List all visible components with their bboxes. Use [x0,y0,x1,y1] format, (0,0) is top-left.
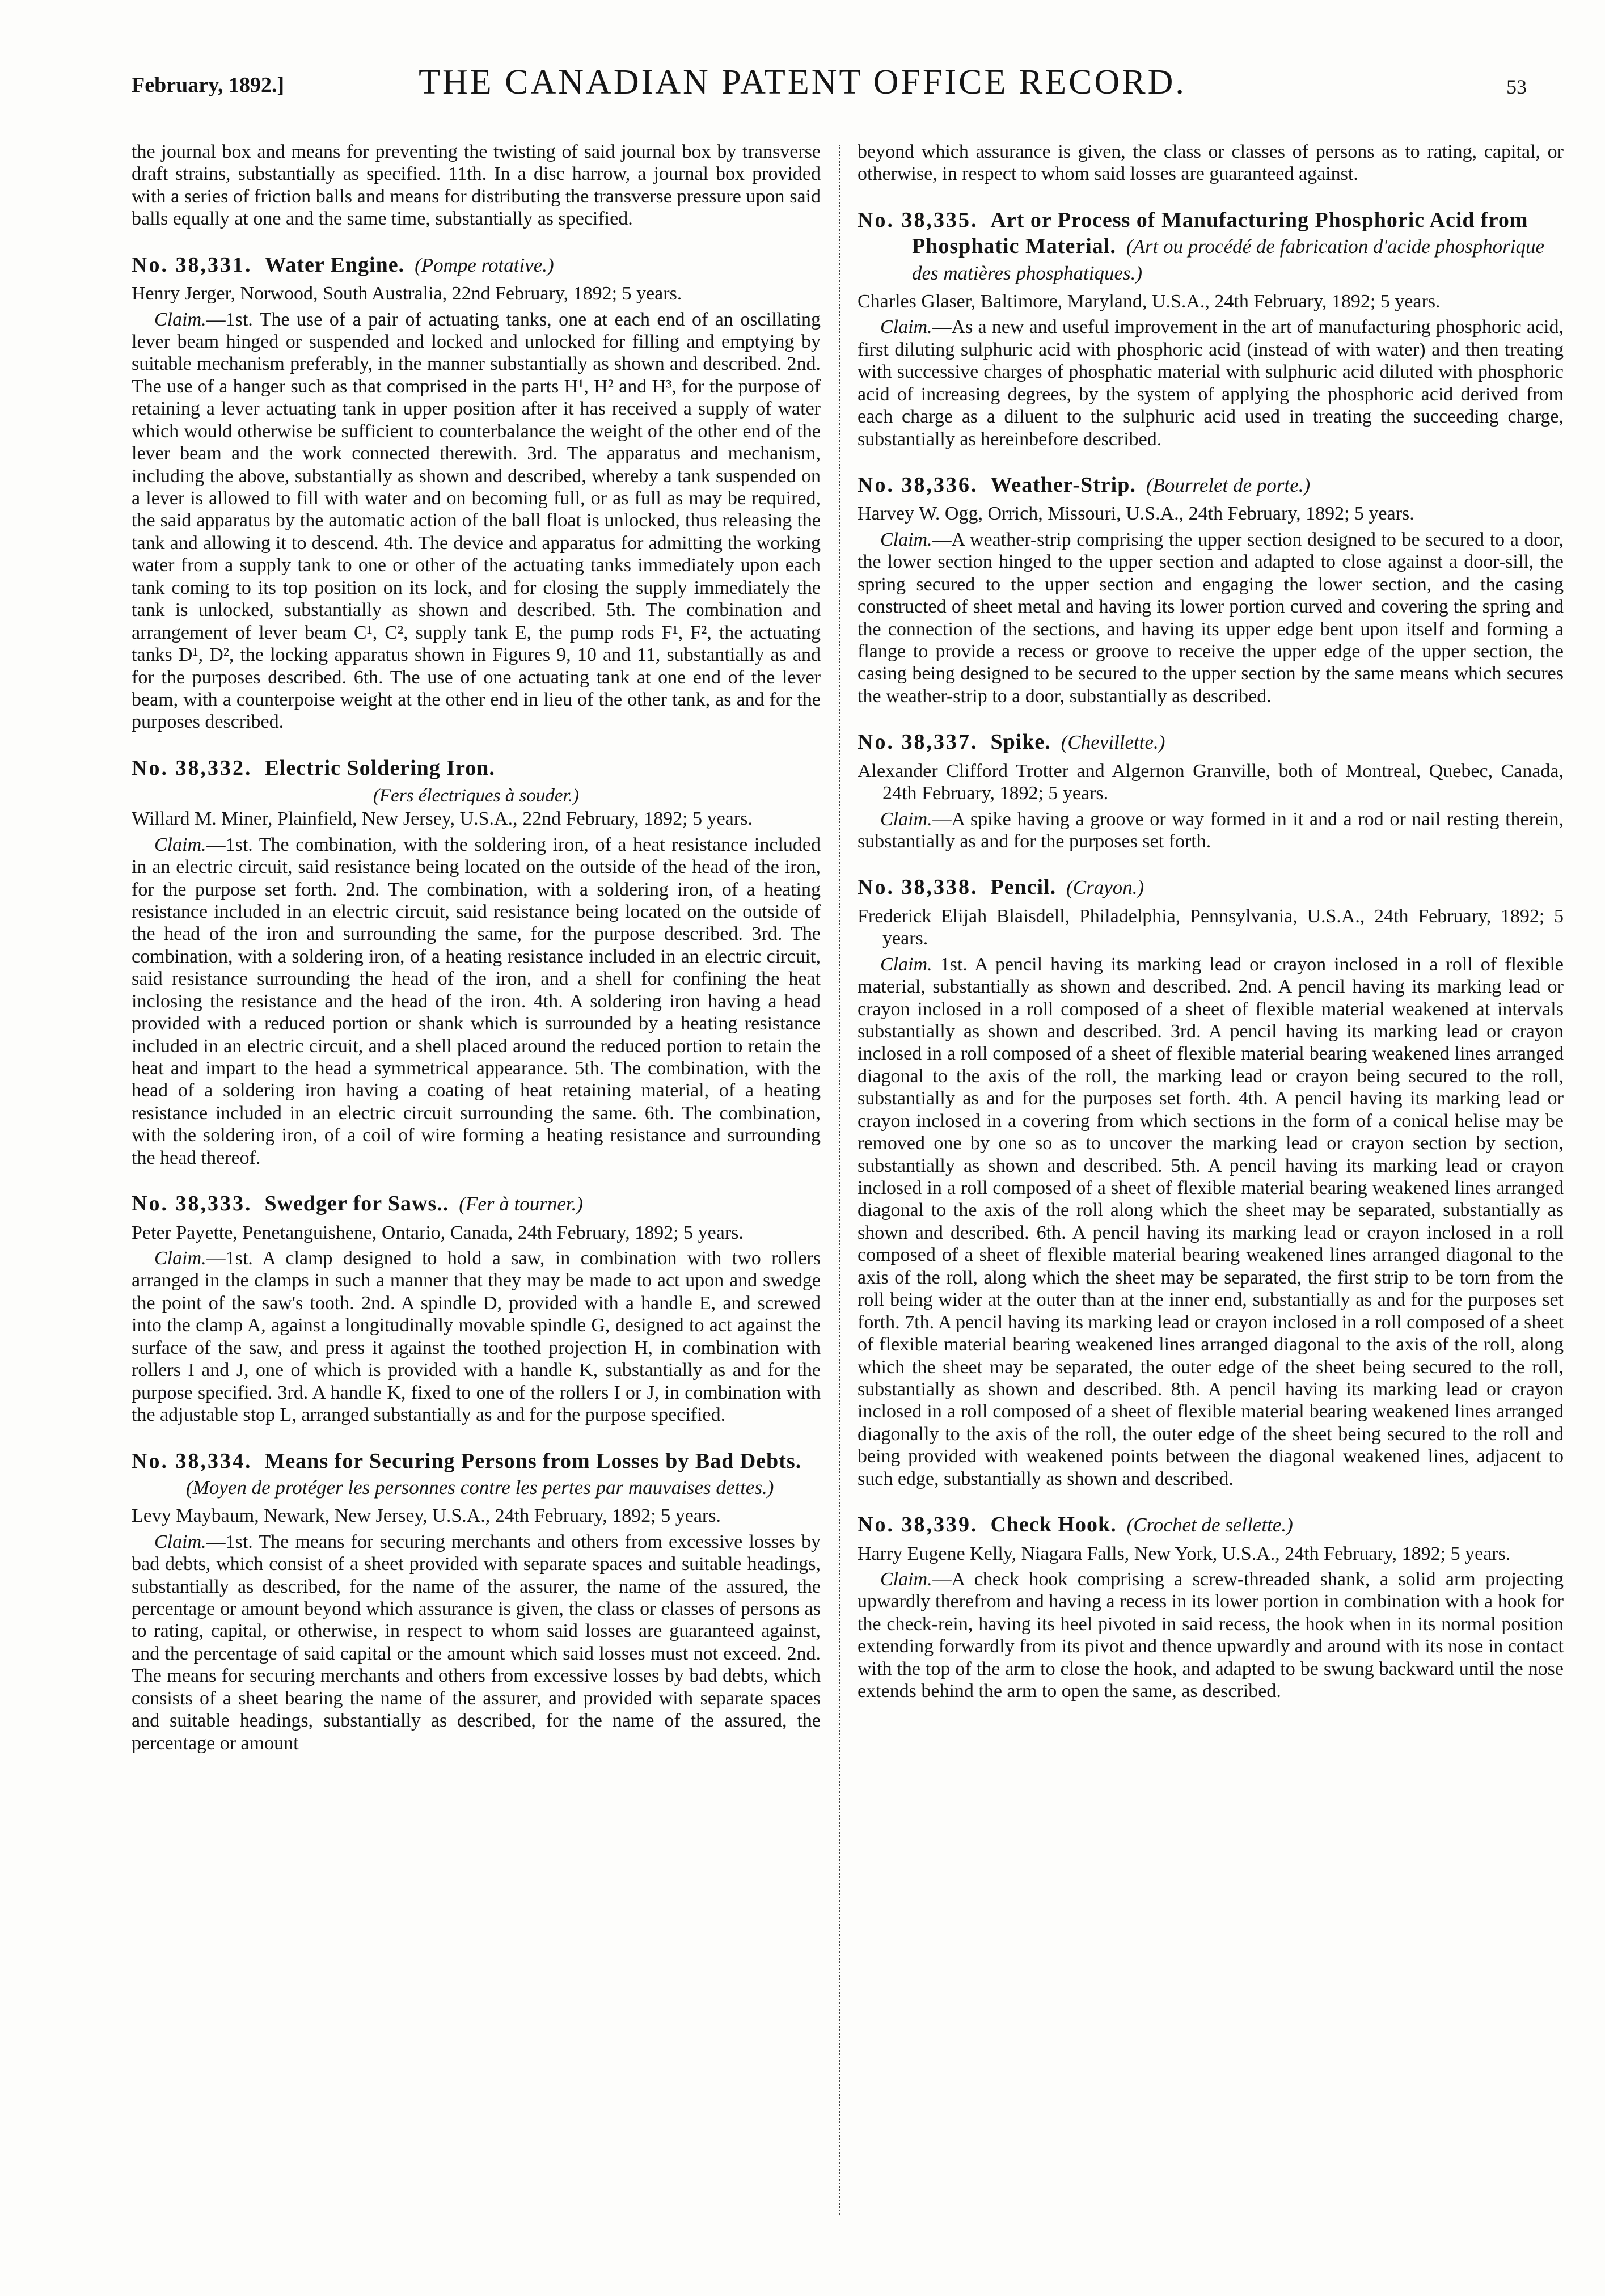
claim-label: Claim. [154,1531,206,1552]
patentee-line: Harvey W. Ogg, Orrich, Missouri, U.S.A., 24th February, 1892; 5 years. [858,503,1414,525]
patent-entry-38332 [132,755,821,1169]
patent-heading [132,252,821,278]
patentee-line: Peter Payette, Penetanguishene, Ontario, Canada, 24th February, 1892; 5 years. [132,1222,744,1243]
claim-paragraph [132,834,821,1170]
column-divider [839,145,840,2215]
claim-paragraph [858,808,1564,853]
claim-text: —1st. The use of a pair of actuating tanks, one at each end of an oscillating lever beam hinged or suspended and locked and unlocked for filling and emptying by suitable mechanism preferably, in the manner substantially as shown and described. 2nd. The use of a hanger such as that comprised in the parts H¹, H² and H³, for the purpose of retaining a lever actuating tank in upper position after it has received a supply of water which would otherwise be sufficient to counterbalance the weight of the other end of the lever beam and the work connected therewith. 3rd. The apparatus and mechanism, including the above, substantially as shown and described, whereby a tank suspended on a lever is allowed to fill with water and on becoming full, or as full as may be required, the said apparatus by the automatic action of the ball float is unlocked, thus releasing the tank and allowing it to descend. 4th. The device and apparatus for admitting the working water from a supply tank to one or other of the actuating tanks immediately upon each tank coming to its top position on its lock, and for closing the supply immediately the tank is unlocked, substantially as shown and described. 5th. The combination and arrangement of lever beam C¹, C², supply tank E, the pump rods F¹, F², the actuating tanks D¹, D², the locking apparatus shown in Figures 9, 10 and 11, substantially as and for the purposes described. 6th. The use of one actuating tank at one end of the lever beam, with a counterpoise weight at the other end in lieu of the other tank, as and for the purposes described. [132,309,821,733]
claim-label: Claim. [880,953,932,975]
claim-label: Claim. [880,1568,932,1590]
claim-paragraph [858,953,1564,1491]
patent-number: No. 38,335. [858,208,978,232]
patentee-line: Henry Jerger, Norwood, South Australia, 22nd February, 1892; 5 years. [132,283,682,305]
claim-text: —A weather-strip comprising the upper section designed to be secured to a door, the lower section hinged to the upper section and adapted to close against a door-sill, the spring secured to the upper section and engaging the lower section, and the casing constructed of sheet metal and having its lower portion curved and covering the spring and the connection of the sections, and having its upper edge bent upon itself and forming a flange to provide a recess or groove to receive the upper edge of the upper section, the casing being designed to be secured to the upper section by the same means which secures the weather-strip to a door, substantially as described. [858,529,1564,707]
patentee-line: Charles Glaser, Baltimore, Maryland, U.S.A., 24th February, 1892; 5 years. [858,290,1441,312]
claim-label: Claim. [154,309,206,330]
patent-number: No. 38,331. [132,252,252,277]
publication-title: THE CANADIAN PATENT OFFICE RECORD. [419,63,1186,102]
claim-text: —A spike having a groove or way formed in it and a rod or nail resting therein, substantially as and for the purposes set forth. [858,808,1564,852]
patent-entry-38333 [132,1191,821,1426]
patent-entry-38335 [858,207,1564,450]
patent-french-title: (Fers électriques à souder.) [373,786,579,807]
issue-date: February, 1892.] [132,73,285,97]
patent-title: Water Engine. [264,252,405,277]
patent-title: Means for Securing Persons from Losses by Bad Debts. [264,1449,802,1473]
patent-number: No. 38,333. [132,1192,252,1216]
patent-title: Check Hook. [990,1513,1117,1537]
claim-paragraph [858,316,1564,450]
patentee-line: Alexander Clifford Trotter and Algernon Granville, both of Montreal, Quebec, Canada, 24th February, 1892; 5 years. [858,760,1564,804]
patent-french-title: (Chevillette.) [1061,731,1165,754]
claim-text: —1st. A clamp designed to hold a saw, in combination with two rollers arranged in the clamps in such a manner that they may be made to act upon and swedge the point of the saw's tooth. 2nd. A spindle D, provided with a handle E, and screwed into the clamp A, against a longitudinally movable spindle G, designed to act against the surface of the saw, and press it against the toothed projection H, in combination with rollers I and J, one of which is provided with a handle K, substantially as and for the purpose specified. 3rd. A handle K, fixed to one of the rollers I or J, in combination with the adjustable stop L, arranged substantially as and for the purpose specified. [132,1248,821,1426]
patentee-line: Levy Maybaum, Newark, New Jersey, U.S.A., 24th February, 1892; 5 years. [132,1505,721,1527]
claim-label: Claim. [880,316,932,338]
patent-entry-38331 [132,252,821,733]
patent-number: No. 38,332. [132,756,252,780]
patent-french-title: (Crochet de sellette.) [1126,1514,1293,1537]
patentee-line: Frederick Elijah Blaisdell, Philadelphia, Pennsylvania, U.S.A., 24th February, 1892; 5 years. [858,905,1564,949]
patent-title: Pencil. [990,875,1057,900]
patent-entry-38338 [858,874,1564,1490]
patent-heading [132,1448,821,1501]
patent-title: Art or Process of Manufacturing Phosphoric Acid from Phosphatic Material. [912,208,1528,259]
patent-entry-38334 [132,1448,821,1755]
patent-title: Spike. [990,730,1051,754]
patent-entry-38336 [858,472,1564,707]
claim-paragraph [132,309,821,733]
patent-number: No. 38,337. [858,730,978,754]
claim-paragraph [858,529,1564,708]
page-header [0,62,1605,130]
claim-text: —A check hook comprising a screw-threaded shank, a solid arm projecting upwardly therefrom and having a recess in its lower portion in combination with a hook for the check-rein, having its heel pivoted in said recess, the hook when in its normal position extending forwardly from its pivot and thence upwardly and around with its nose in contact with the top of the arm to close the hook, and adapted to be swung backward until the nose extends behind the arm to open the same, as described. [858,1568,1564,1702]
patent-number: No. 38,339. [858,1513,978,1537]
claim-text: —As a new and useful improvement in the art of manufacturing phosphoric acid, first diluting sulphuric acid with phosphoric acid (instead of with water) and then treating with successive charges of phosphatic material with sulphuric acid diluted with phosphoric acid of increasing degrees, by the system of applying the phosphoric acid derived from each charge as a diluent to the sulphuric acid used in treating the succeeding charge, substantially as hereinbefore described. [858,316,1564,450]
claim-paragraph [132,1247,821,1426]
patent-french-title: (Crayon.) [1066,876,1144,899]
continued-claim-text: beyond which assurance is given, the class or classes of persons as to rating, capital, or otherwise, in respect to whom said losses are guaranteed against. [858,141,1564,185]
patent-number: No. 38,336. [858,473,978,497]
patent-heading [858,207,1564,286]
left-column [132,141,821,2273]
claim-label: Claim. [880,529,932,550]
claim-paragraph [858,1568,1564,1703]
claim-label: Claim. [880,808,932,830]
claim-label: Claim. [154,834,206,855]
patent-entry-38339 [858,1512,1564,1702]
claim-text: 1st. A pencil having its marking lead or crayon inclosed in a roll of flexible material, substantially as shown and described. 2nd. A pencil having its marking lead or crayon inclosed in a roll composed of a sheet of flexible material weakened at intervals substantially as shown and described. 3rd. A pencil having its marking lead or crayon inclosed in a roll composed of a sheet of flexible material bearing weakened lines arranged diagonal to the axis of the roll, the marking lead or crayon being secured to the roll, substantially as and for the purposes set forth. 4th. A pencil having its marking lead or crayon inclosed in a covering from which sections in the form of a conical helise may be removed one by one so as to uncover the marking lead or crayon section by section, substantially as shown and described. 5th. A pencil having its marking lead or crayon inclosed in a roll composed of a sheet of flexible material bearing weakened lines arranged diagonal to the axis of the roll along which the sheet may be separated, substantially as shown and described. 6th. A pencil having its marking lead or crayon inclosed in a roll composed of a sheet of flexible material bearing weakened lines arranged diagonal to the axis of the roll, along which the sheet may be separated, the first strip to be torn from the roll being wider at the outer than at the inner end, substantially as and for the purposes set forth. 7th. A pencil having its marking lead or crayon inclosed in a roll composed of a sheet of flexible material bearing weakened lines arranged diagonal to the axis of the roll, along which the sheet may be separated, the outer edge of the sheet being secured to the roll, substantially as shown and described. 8th. A pencil having its marking lead or crayon inclosed in a roll composed of a sheet of flexible material bearing weakened lines arranged diagonally to the axis of the roll, the outer edge of the sheet being secured to the roll and being provided with weakened points between the diagonal weakened lines, adjacent to such edge, substantially as shown and described. [858,953,1564,1489]
patent-french-title: (Art ou procédé de fabrication d'acide phosphorique des matières phosphatiques.) [912,235,1545,284]
continued-claim-text: the journal box and means for preventing the twisting of said journal box by transverse draft strains, substantially as specified. 11th. In a disc harrow, a journal box provided with a series of friction balls and means for distributing the transverse pressure upon said balls equally at one and the same time, substantially as specified. [132,141,821,230]
patent-french-title: (Moyen de protéger les personnes contre les pertes par mauvaises dettes.) [186,1476,774,1499]
patent-title: Swedger for Saws.. [264,1192,449,1216]
patentee-line: Harry Eugene Kelly, Niagara Falls, New York, U.S.A., 24th February, 1892; 5 years. [858,1543,1511,1564]
patent-entry-38337 [858,729,1564,852]
patent-title: Weather-Strip. [990,473,1136,497]
claim-text: —1st. The combination, with the soldering iron, of a heat resistance included in an electric circuit, said resistance being located on the outside of the head of the iron, for the purpose set forth. 2nd. The combination, with a soldering iron, of a heating resistance included in an electric circuit, said resistance being located on the outside of the head of the iron and surrounding the same, for the purpose described. 3rd. The combination, with a soldering iron, of a heating resistance included in an electric circuit, said resistance surrounding the head of the iron, and a shell for confining the heat inclosing the resistance and the head of the iron. 4th. A soldering iron having a head provided with a reduced portion or shank which is surrounded by a heating resistance included in an electric circuit, and a shell placed around the reduced portion to retain the heat and impart to the head a symmetrical appearance. 5th. The combination, with the head of a soldering iron having a coating of heat retaining material, of a heating resistance included in an electric circuit surrounding the same. 6th. The combination, with the soldering iron, of a coil of wire forming a heating resistance and surrounding the head thereof. [132,834,821,1168]
patent-title: Electric Soldering Iron. [264,756,495,780]
claim-text: —1st. The means for securing merchants and others from excessive losses by bad debts, which consist of a sheet provided with separate spaces and suitable headings, substantially as described, for the name of the assurer, the name of the assured, the percentage or amount beyond which assurance is given, the class or classes of persons as to rating, capital, or otherwise, in respect to whom said losses are guaranteed against, and the percentage of said capital or the amount which said losses must not exceed. 2nd. The means for securing merchants and others from excessive losses by bad debts, which consists of a sheet bearing the name of the assurer, and provided with separate spaces and suitable headings, substantially as described, for the name of the assured, the percentage or amount [132,1531,821,1754]
patent-heading [858,1512,1564,1538]
right-column [858,141,1564,2273]
patent-french-title: (Bourrelet de porte.) [1146,474,1311,497]
page-number: 53 [1506,75,1527,98]
claim-paragraph [132,1531,821,1754]
patent-heading [858,472,1564,498]
patent-heading [858,729,1564,755]
claim-label: Claim. [154,1248,206,1269]
patent-french-title: (Fer à tourner.) [459,1193,583,1215]
patent-number: No. 38,334. [132,1449,252,1473]
patent-number: No. 38,338. [858,875,978,900]
patent-heading [132,755,821,781]
patent-french-title: (Pompe rotative.) [415,254,554,276]
patent-heading [132,1191,821,1217]
patent-heading [858,874,1564,900]
patentee-line: Willard M. Miner, Plainfield, New Jersey, U.S.A., 22nd February, 1892; 5 years. [132,808,753,830]
